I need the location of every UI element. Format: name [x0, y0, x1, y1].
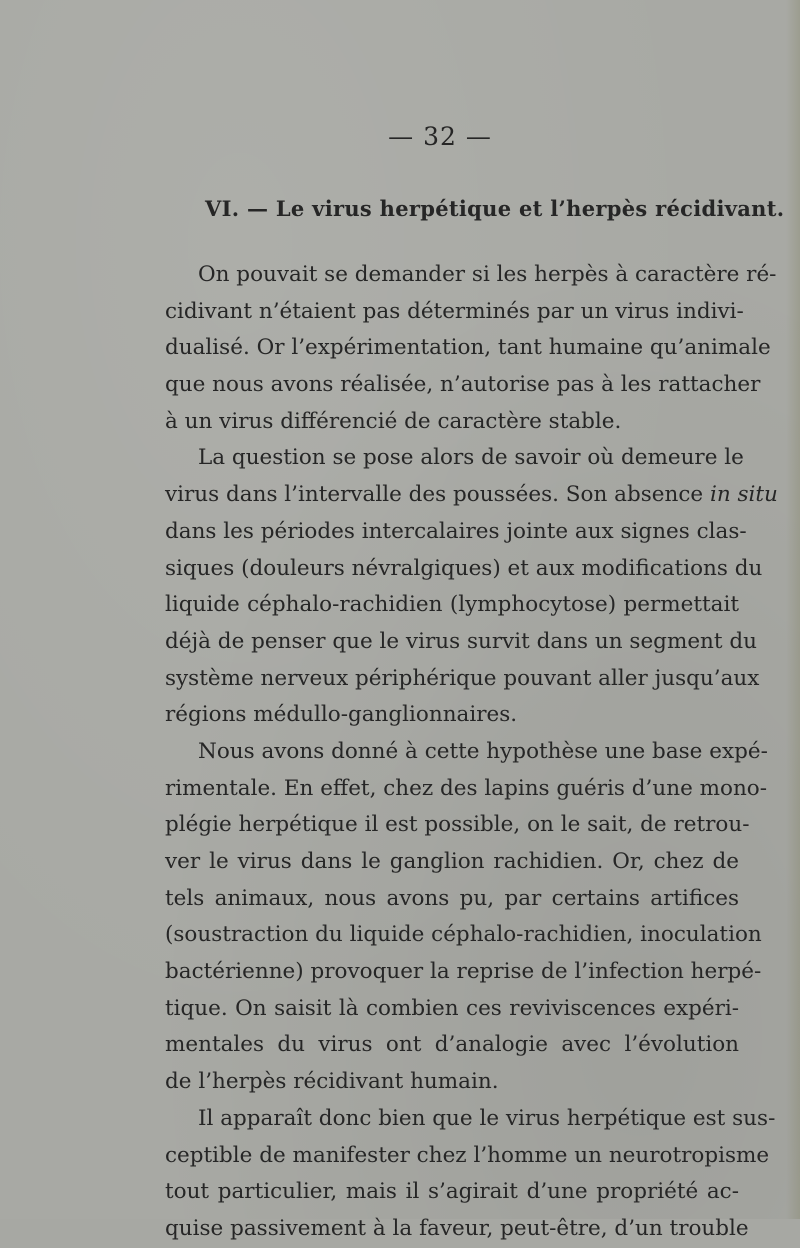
body-text	[165, 257, 778, 1248]
text-line: dualisé. Or l’expérimentation, tant humaine qu’animale	[165, 335, 771, 361]
text-line: Il apparaît donc bien que le virus herpétique est sus-	[198, 1105, 776, 1131]
text-line: liquide céphalo-rachidien (lymphocytose) permettait	[165, 592, 739, 618]
text-line: bactérienne) provoquer la reprise de l’infection herpé-	[165, 959, 762, 985]
text-line: dans les périodes intercalaires jointe aux signes clas-	[165, 518, 747, 544]
text-line: La question se pose alors de savoir où demeure le	[198, 445, 744, 471]
text-line: rimentale. En effet, chez des lapins guéris d’une mono-	[165, 775, 768, 801]
text-line: (soustraction du liquide céphalo-rachidien, inoculation	[165, 922, 762, 948]
text-line: déjà de penser que le virus survit dans un segment du	[165, 628, 757, 654]
text-line: que nous avons réalisée, n’autorise pas à les rattacher	[165, 372, 761, 398]
text-line: tels animaux, nous avons pu, par certains artifices	[165, 885, 739, 911]
text-line: de l’herpès récidivant humain.	[165, 1069, 499, 1095]
text-line: ver le virus dans le ganglion rachidien. Or, chez de	[165, 849, 739, 874]
text-line: plégie herpétique il est possible, on le sait, de retrou-	[165, 812, 750, 838]
text-line: à un virus différencié de caractère stable.	[165, 408, 622, 434]
text-line: tique. On saisit là combien ces reviviscences expéri-	[165, 995, 739, 1021]
text-line: tout particulier, mais il s’agirait d’une propriété ac-	[165, 1179, 739, 1205]
text-line: ceptible de manifester chez l’homme un neurotropisme	[165, 1142, 770, 1168]
section-heading: VI. — Le virus herpétique et l’herpès récidivant.	[205, 196, 785, 221]
text-line: Nous avons donné à cette hypothèse une base expé-	[198, 738, 768, 764]
page-edge-shadow	[786, 0, 800, 1219]
page-number: — 32 —	[388, 122, 492, 151]
text-fragment: virus dans l’intervalle des poussées. Son absence	[165, 482, 704, 508]
text-line: mentales du virus ont d’analogie avec l’évolution	[165, 1032, 739, 1058]
text-line: cidivant n’étaient pas déterminés par un virus indivi-	[165, 298, 744, 324]
text-line: régions médullo-ganglionnaires.	[165, 702, 518, 728]
text-line-with-italic	[165, 477, 778, 514]
text-line: système nerveux périphérique pouvant aller jusqu’aux	[165, 665, 760, 691]
italic-phrase: in situ	[709, 482, 778, 508]
text-line: siques (douleurs névralgiques) et aux modifications du	[165, 555, 763, 581]
text-line: quise passivement à la faveur, peut-être, d’un trouble	[165, 1215, 749, 1241]
text-line: On pouvait se demander si les herpès à caractère ré-	[198, 262, 777, 287]
